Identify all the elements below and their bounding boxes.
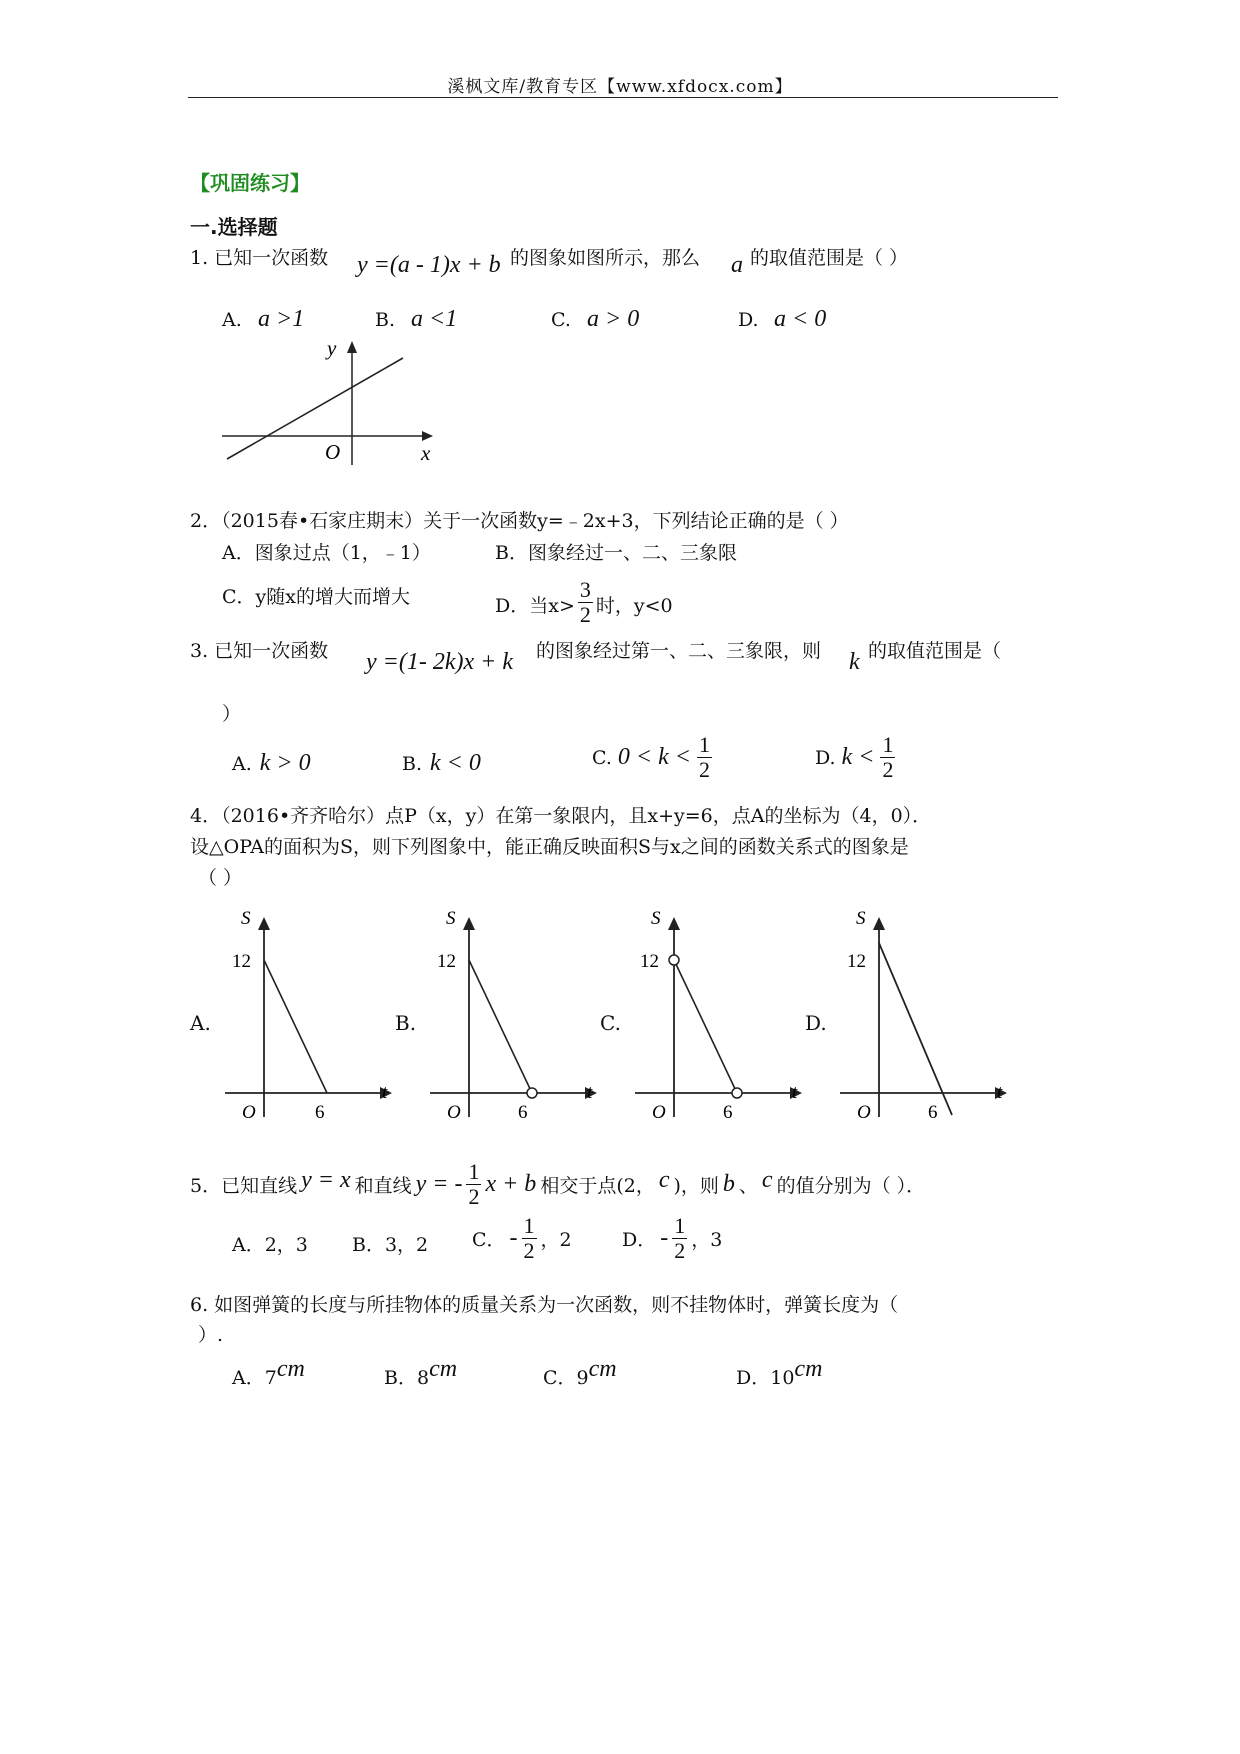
q1-option-d-label: D. (738, 309, 759, 331)
q4-graph-d (835, 905, 1015, 1120)
q1-option-b: a <1 (411, 306, 458, 332)
q5-line-1: y = x (301, 1167, 351, 1193)
q1-stem-a: 1. 已知一次函数 (190, 247, 329, 269)
q4-graph-a-s: S (241, 908, 251, 929)
q4-graph-b-s: S (446, 908, 456, 929)
q5-option-d-tail: ，3 (691, 1229, 723, 1251)
q4-line-3: （ ） (198, 867, 243, 889)
header-divider (188, 97, 1058, 98)
q4-graph-b (425, 905, 605, 1120)
q4-graph-a (220, 905, 400, 1120)
q5-line-2-fraction (466, 1160, 481, 1209)
fraction-numerator: 1 (468, 1159, 480, 1184)
q5-line-2-suffix: x + b (485, 1171, 537, 1197)
q3-option-c-fraction (697, 733, 712, 782)
fraction-denominator: 2 (674, 1238, 686, 1263)
fraction-denominator: 2 (468, 1184, 480, 1209)
q5-option-b: B．3，2 (352, 1234, 429, 1256)
q5-option-d (622, 1214, 722, 1263)
q2-option-c: C．y随x的增大而增大 (222, 586, 410, 608)
q4-line-1: 4．（2016•齐齐哈尔）点P（x，y）在第一象限内，且x+y=6，点A的坐标为（4，0）． (190, 805, 932, 827)
q3-variable: k (849, 649, 860, 675)
q3-option-b-label: B. (402, 752, 423, 775)
q5-option-d-sign: - (660, 1225, 669, 1251)
q2-option-d (495, 577, 673, 627)
q3-option-a-label: A. (232, 752, 252, 775)
q5-stem-d: )，则 (673, 1175, 719, 1197)
fraction-denominator: 2 (698, 757, 710, 782)
q3-option-b-math: k < 0 (430, 750, 481, 776)
q5-option-c-tail: ，2 (540, 1229, 572, 1251)
q2-option-d-prefix: D．当x> (495, 595, 575, 617)
q6-option-a-label: A．7 (232, 1367, 277, 1389)
q3-option-d-fraction (880, 733, 895, 782)
q5-option-d-fraction (672, 1214, 687, 1263)
q4-graph-b-label: B. (395, 1011, 417, 1035)
q1-option-a-label: A. (222, 309, 242, 331)
q1-option-c: a > 0 (587, 306, 640, 332)
q3-option-c-math: 0 < k < (617, 744, 691, 770)
q3-stem-a: 3. 已知一次函数 (190, 640, 329, 662)
q5-option-c-sign: - (509, 1225, 518, 1251)
q5-stem-c: 相交于点(2， (540, 1175, 655, 1197)
q3-option-a (232, 750, 311, 777)
q4-graph-c-s: S (651, 908, 661, 929)
q4-graph-c-origin: O (652, 1102, 666, 1120)
q1-graph (215, 335, 440, 470)
q1-option-c-label: C. (551, 309, 571, 331)
q2-option-d-suffix: 时，y<0 (595, 595, 673, 617)
q5-option-c (472, 1214, 572, 1263)
q4-graph-a-t: t (382, 1082, 388, 1103)
q6-option-b (384, 1356, 458, 1391)
q3-stem-b: 的图象经过第一、二、三象限，则 (536, 640, 822, 662)
q4-graph-c-open-point-top (669, 955, 679, 965)
q5-stem-f: 的值分别为（ ）． (776, 1175, 926, 1197)
fraction-denominator: 2 (579, 602, 591, 627)
fraction-denominator: 2 (523, 1238, 535, 1263)
q1-stem-c: 的取值范围是（ ） (750, 247, 909, 269)
fraction-denominator: 2 (882, 757, 894, 782)
q1-option-a: a >1 (258, 306, 305, 332)
q6-option-d-unit: cm (794, 1356, 823, 1382)
q4-graph-c-x6: 6 (723, 1102, 733, 1120)
q1-formula: y =(a - 1)x + b (357, 252, 501, 278)
q4-graph-c-open-point-bottom (732, 1088, 742, 1098)
q4-graph-d-y12: 12 (847, 951, 866, 972)
q6-option-a (232, 1356, 305, 1391)
q5-stem-e: 、 (738, 1175, 758, 1197)
q6-option-c-label: C．9 (543, 1367, 589, 1389)
q3-option-b (402, 750, 481, 777)
q6-option-b-unit: cm (429, 1356, 458, 1382)
section-title: 【巩固练习】 (190, 171, 310, 195)
page-header: 溪枫文库/教育专区【www.xfdocx.com】 (447, 77, 793, 97)
q2-stem: 2．（2015春•石家庄期末）关于一次函数y=﹣2x+3，下列结论正确的是（ ） (190, 510, 849, 532)
q6-option-c (543, 1356, 617, 1391)
q1-graph-x-label: x (421, 441, 431, 465)
section-subtitle: 一.选择题 (190, 215, 278, 239)
q2-option-b: B．图象经过一、二、三象限 (495, 542, 737, 564)
q5-stem-a: 5．已知直线 (190, 1175, 298, 1197)
q5-option-c-label: C． (472, 1229, 506, 1251)
q6-option-d (736, 1356, 823, 1391)
q4-graph-a-origin: O (242, 1102, 256, 1120)
q3-option-d (815, 733, 895, 782)
q4-graph-d-x6: 6 (928, 1102, 938, 1120)
q1-graph-origin: O (325, 440, 341, 464)
q4-line-2: 设△OPA的面积为S，则下列图象中，能正确反映面积S与x之间的函数关系式的图象是 (190, 836, 909, 858)
fraction-numerator: 1 (882, 732, 894, 757)
fraction-numerator: 1 (698, 732, 710, 757)
q3-option-d-math: k < (841, 744, 875, 770)
q4-graph-c (630, 905, 810, 1120)
q4-graph-d-t: t (997, 1082, 1003, 1103)
q3-stem-d: ） (222, 703, 242, 725)
q3-stem-c: 的取值范围是（ (868, 640, 1002, 662)
fraction-numerator: 1 (674, 1213, 686, 1238)
q5-stem (190, 1160, 925, 1209)
q2-option-a: A．图象过点（1，﹣1） (222, 542, 431, 564)
q5-line-2-prefix: y = - (415, 1171, 463, 1197)
q4-graph-a-label: A. (190, 1011, 211, 1035)
q3-formula: y =(1- 2k)x + k (366, 649, 513, 675)
q3-option-c (592, 733, 712, 782)
q2-option-d-fraction (578, 578, 593, 627)
q4-graph-a-x6: 6 (315, 1102, 325, 1120)
q5-option-c-fraction (522, 1214, 537, 1263)
q3-option-c-label: C. (592, 746, 612, 769)
fraction-numerator: 1 (523, 1213, 535, 1238)
q4-graph-d-origin: O (857, 1102, 871, 1120)
q4-graph-b-y12: 12 (437, 951, 456, 972)
q4-graph-c-y12: 12 (640, 951, 659, 972)
q5-b-variable: b (722, 1171, 735, 1197)
q5-c-variable: c (658, 1167, 670, 1193)
q5-c-variable-2: c (761, 1167, 773, 1193)
q6-line-2: ）. (198, 1324, 224, 1346)
q3-option-d-label: D. (815, 746, 836, 769)
q5-option-d-label: D． (622, 1229, 657, 1251)
q6-option-b-label: B．8 (384, 1367, 430, 1389)
q1-option-b-label: B. (375, 309, 396, 331)
q6-option-c-unit: cm (588, 1356, 617, 1382)
q5-stem-b: 和直线 (354, 1175, 412, 1197)
q4-graph-b-origin: O (447, 1102, 461, 1120)
q1-variable: a (731, 252, 743, 278)
q6-line-1: 6. 如图弹簧的长度与所挂物体的质量关系为一次函数，则不挂物体时，弹簧长度为（ (190, 1294, 899, 1316)
q4-graph-c-label: C. (600, 1011, 621, 1035)
q1-stem-b: 的图象如图所示，那么 (510, 247, 701, 269)
q4-graph-a-y12: 12 (232, 951, 251, 972)
q3-option-a-math: k > 0 (259, 750, 311, 776)
q1-option-d: a < 0 (774, 306, 827, 332)
q4-graph-b-open-point (527, 1088, 537, 1098)
q6-option-a-unit: cm (276, 1356, 305, 1382)
q1-graph-y-label: y (327, 336, 337, 360)
fraction-numerator: 3 (579, 577, 591, 602)
q4-graph-c-t: t (792, 1082, 798, 1103)
q4-graph-d-s: S (856, 908, 866, 929)
q6-option-d-label: D．10 (736, 1367, 795, 1389)
q4-graph-d-label: D. (805, 1011, 827, 1035)
q4-graph-b-t: t (587, 1082, 593, 1103)
q4-graph-b-x6: 6 (518, 1102, 528, 1120)
q5-option-a: A．2，3 (232, 1234, 308, 1256)
